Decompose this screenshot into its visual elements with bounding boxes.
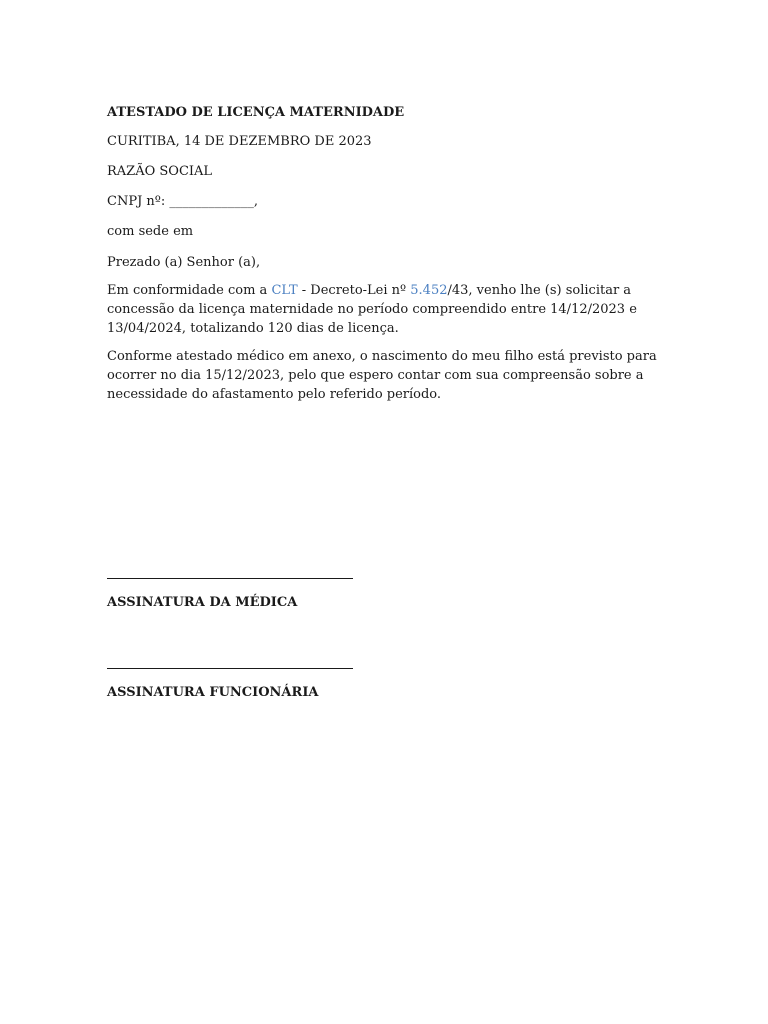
place-date: CURITIBA, 14 DE DEZEMBRO DE 2023	[107, 134, 372, 149]
greeting: Prezado (a) Senhor (a),	[107, 255, 261, 270]
signature-line-doctor	[107, 578, 353, 579]
paragraph-request	[107, 281, 667, 338]
decree-link[interactable]: 5.452	[410, 283, 448, 298]
paragraph-medical: Conforme atestado médico em anexo, o nascimento do meu filho está previsto para ocorrer no dia 15/12/2023, pelo que espero contar com sua compreensão sobre a necessidade do afastamento pelo referido período.	[107, 349, 657, 402]
paragraph-request-rest: /43, venho lhe (s) solicitar a concessão da licença maternidade no período compreendido entre 14/12/2023 e 13/04/2024, totalizando 120 dias de licença.	[107, 283, 637, 336]
signature-line-employee	[107, 668, 353, 669]
signature-label-doctor: ASSINATURA DA MÉDICA	[107, 595, 298, 610]
cnpj-line: CNPJ nº: _____________,	[107, 194, 259, 209]
paragraph-request-intro: Em conformidade com a	[107, 283, 272, 298]
document-title: ATESTADO DE LICENÇA MATERNIDADE	[107, 105, 405, 120]
address-line: com sede em	[107, 224, 194, 239]
signature-label-employee: ASSINATURA FUNCIONÁRIA	[107, 685, 319, 700]
paragraph-request-middle: - Decreto-Lei nº	[297, 283, 411, 298]
clt-link[interactable]: CLT	[271, 283, 298, 298]
company-name: RAZÃO SOCIAL	[107, 164, 213, 179]
